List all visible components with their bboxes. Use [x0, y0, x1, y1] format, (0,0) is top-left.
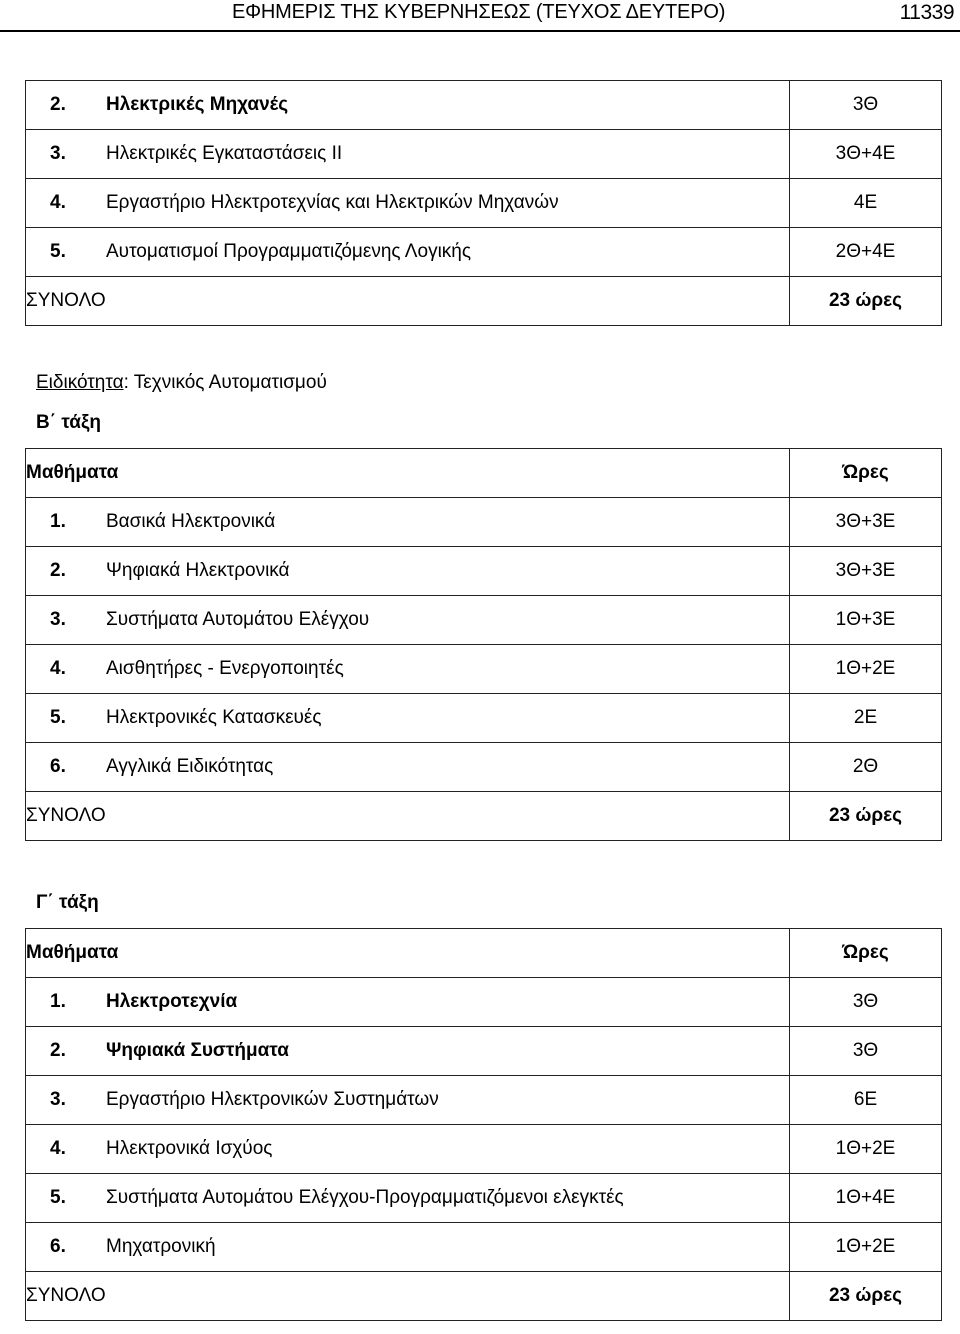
specialty-label: Ειδικότητα — [36, 372, 124, 393]
column-header-hours: Ώρες — [790, 929, 942, 978]
subject-name: Εργαστήριο Ηλεκτρονικών Συστημάτων — [106, 1089, 439, 1110]
hours-cell: 4Ε — [790, 179, 942, 228]
subject-name: Αυτοματισμοί Προγραμματιζόμενης Λογικής — [106, 241, 472, 262]
hours-cell: 3Θ+3Ε — [790, 498, 942, 547]
subject-name: Ηλεκτρικές Εγκαταστάσεις ΙΙ — [106, 143, 343, 164]
total-row — [26, 277, 942, 326]
hours-cell: 2Θ+4Ε — [790, 228, 942, 277]
total-label: ΣΥΝΟΛΟ — [26, 1272, 790, 1321]
total-hours: 23 ώρες — [790, 1272, 942, 1321]
class-b-title: Β΄ τάξη — [36, 412, 102, 433]
total-hours: 23 ώρες — [790, 277, 942, 326]
table-header-row — [26, 449, 942, 498]
table-row: 5. Αυτοματισμοί Προγραμματιζόμενης Λογικής 2Θ+4Ε — [26, 228, 942, 277]
curriculum-table-class-b — [25, 448, 942, 841]
hours-cell: 1Θ+4Ε — [790, 1174, 942, 1223]
total-label: ΣΥΝΟΛΟ — [26, 792, 790, 841]
hours-cell: 3Θ — [790, 81, 942, 130]
table-row: 4. Εργαστήριο Ηλεκτροτεχνίας και Ηλεκτρικών Μηχανών 4Ε — [26, 179, 942, 228]
table-row: 1. Ηλεκτροτεχνία 3Θ — [26, 978, 942, 1027]
table-row: 3. Ηλεκτρικές Εγκαταστάσεις ΙΙ 3Θ+4Ε — [26, 130, 942, 179]
page-header — [0, 0, 960, 32]
hours-cell: 3Θ+4Ε — [790, 130, 942, 179]
table-row: 3. Συστήματα Αυτομάτου Ελέγχου 1Θ+3Ε — [26, 596, 942, 645]
subject-name: Βασικά Ηλεκτρονικά — [106, 511, 276, 532]
subject-name: Συστήματα Αυτομάτου Ελέγχου — [106, 609, 370, 630]
specialty-heading — [36, 372, 327, 394]
column-header-hours: Ώρες — [790, 449, 942, 498]
curriculum-table-class-c — [25, 928, 942, 1321]
hours-cell: 1Θ+2Ε — [790, 645, 942, 694]
total-row — [26, 792, 942, 841]
subject-name: Ψηφιακά Ηλεκτρονικά — [106, 560, 290, 581]
subject-name: Μηχατρονική — [106, 1236, 216, 1257]
hours-cell: 3Θ — [790, 978, 942, 1027]
table-row: 4. Ηλεκτρονικά Ισχύος 1Θ+2Ε — [26, 1125, 942, 1174]
page-number: 11339 — [899, 1, 954, 24]
gazette-title: ΕΦΗΜΕΡΙΣ ΤΗΣ ΚΥΒΕΡΝΗΣΕΩΣ (ΤΕΥΧΟΣ ΔΕΥΤΕΡΟ) — [232, 1, 726, 23]
table-row: 2. Ψηφιακά Συστήματα 3Θ — [26, 1027, 942, 1076]
subject-name: Εργαστήριο Ηλεκτροτεχνίας και Ηλεκτρικών Μηχανών — [106, 192, 559, 213]
total-row — [26, 1272, 942, 1321]
total-hours: 23 ώρες — [790, 792, 942, 841]
table-row: 3. Εργαστήριο Ηλεκτρονικών Συστημάτων 6Ε — [26, 1076, 942, 1125]
column-header-subjects: Μαθήματα — [26, 929, 790, 978]
subject-name: Ψηφιακά Συστήματα — [106, 1040, 289, 1061]
table-row: 6. Μηχατρονική 1Θ+2Ε — [26, 1223, 942, 1272]
table-row: 1. Βασικά Ηλεκτρονικά 3Θ+3Ε — [26, 498, 942, 547]
hours-cell: 1Θ+3Ε — [790, 596, 942, 645]
hours-cell: 3Θ — [790, 1027, 942, 1076]
class-c-title: Γ΄ τάξη — [36, 892, 99, 913]
table-row: 2. Ψηφιακά Ηλεκτρονικά 3Θ+3Ε — [26, 547, 942, 596]
table-row: 2. Ηλεκτρικές Μηχανές 3Θ — [26, 81, 942, 130]
subject-name: Συστήματα Αυτομάτου Ελέγχου-Προγραμματιζόμενοι ελεγκτές — [106, 1187, 624, 1208]
hours-cell: 3Θ+3Ε — [790, 547, 942, 596]
hours-cell: 1Θ+2Ε — [790, 1125, 942, 1174]
curriculum-table-previous — [25, 80, 942, 326]
table-row: 5. Ηλεκτρονικές Κατασκευές 2Ε — [26, 694, 942, 743]
hours-cell: 2Ε — [790, 694, 942, 743]
subject-name: Ηλεκτρικές Μηχανές — [106, 94, 289, 115]
table-row: 6. Αγγλικά Ειδικότητας 2Θ — [26, 743, 942, 792]
hours-cell: 2Θ — [790, 743, 942, 792]
column-header-subjects: Μαθήματα — [26, 449, 790, 498]
subject-name: Αγγλικά Ειδικότητας — [106, 756, 274, 777]
table-header-row — [26, 929, 942, 978]
table-row: 4. Αισθητήρες - Ενεργοποιητές 1Θ+2Ε — [26, 645, 942, 694]
subject-name: Ηλεκτρονικές Κατασκευές — [106, 707, 322, 728]
total-label: ΣΥΝΟΛΟ — [26, 277, 790, 326]
subject-name: Αισθητήρες - Ενεργοποιητές — [106, 658, 344, 679]
subject-name: Ηλεκτροτεχνία — [106, 991, 238, 1012]
hours-cell: 6Ε — [790, 1076, 942, 1125]
specialty-value: : Τεχνικός Αυτοματισμού — [123, 372, 327, 393]
subject-name: Ηλεκτρονικά Ισχύος — [106, 1138, 273, 1159]
hours-cell: 1Θ+2Ε — [790, 1223, 942, 1272]
table-row: 5. Συστήματα Αυτομάτου Ελέγχου-Προγραμματιζόμενοι ελεγκτές 1Θ+4Ε — [26, 1174, 942, 1223]
